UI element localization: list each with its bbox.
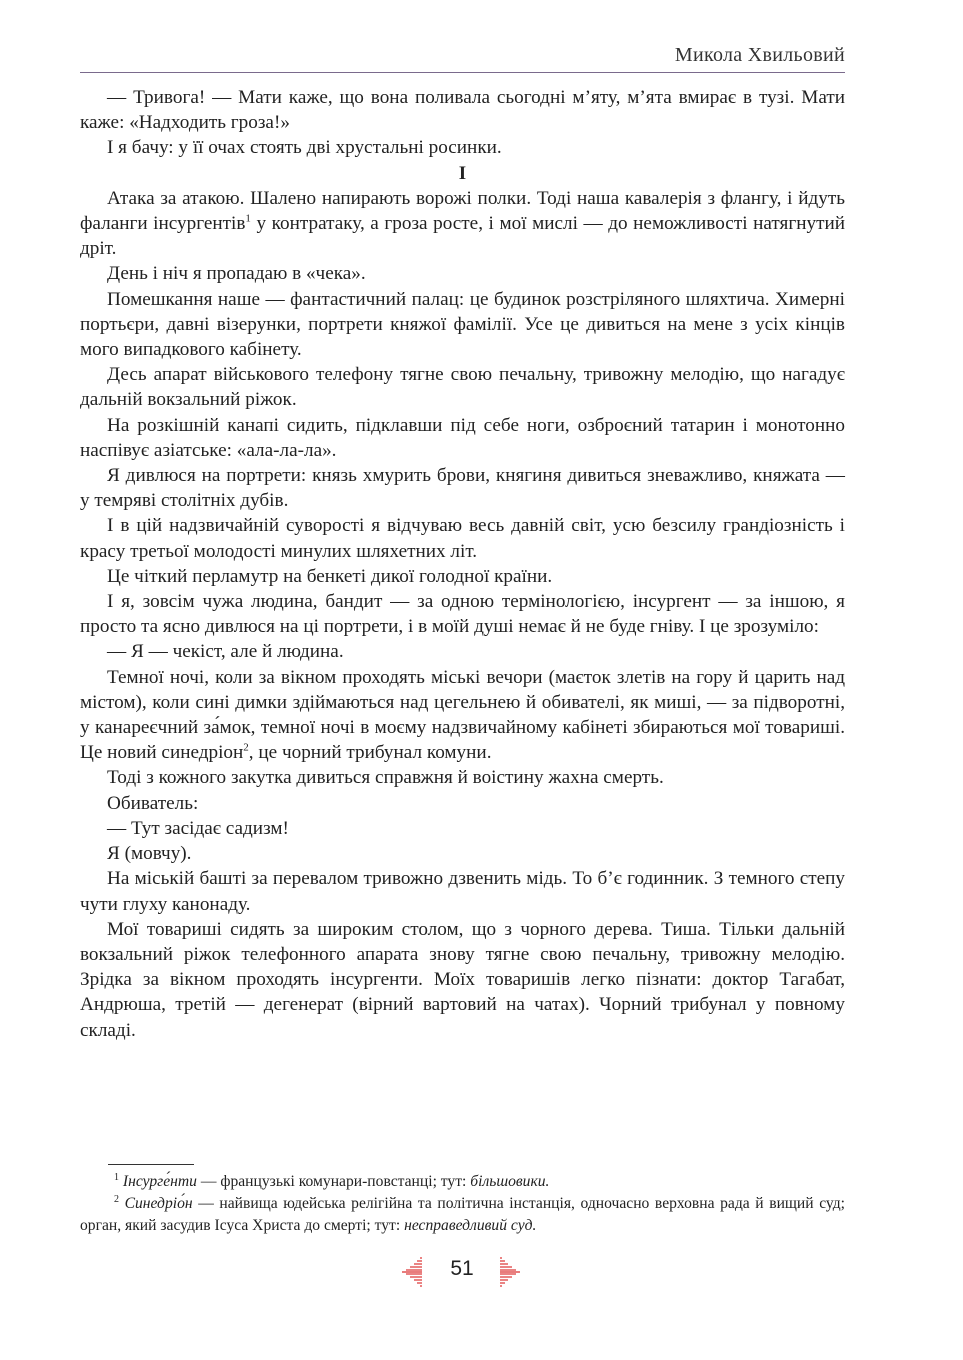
- paragraph: Помешкання наше — фантастичний палац: це будинок розстріляного шляхтича. Химерні портьєри, давні візерунки, портрети княжої фамілії. Усе це дивиться на мене з усіх кінців мого випадкового кабінету.: [80, 288, 845, 361]
- page-footer: [0, 1256, 963, 1290]
- paragraph: І я бачу: у її очах стоять дві хрустальні росинки.: [107, 137, 502, 159]
- paragraph: На розкішній канапі сидить, підклавши під себе ноги, озброєний татарин і монотонно наспівує азіатське: «ала-ла-ла».: [80, 414, 845, 461]
- paragraph: Тоді з кожного закутка дивиться справжня й воістину жахна смерть.: [107, 767, 664, 789]
- paragraph: Десь апарат військового телефону тягне свою печальну, тривожну мелодію, що нагадує дальній вокзальний ріжок.: [80, 364, 845, 411]
- header-author: Микола Хвильовий: [674, 44, 845, 66]
- paragraph: Я дивлюся на портрети: князь хмурить брови, княгиня дивиться зневажливо, княжата — у темряві столітніх дубів.: [80, 465, 845, 512]
- paragraph: І в цій надзвичайній суворості я відчуваю весь давній світ, усю безсилу грандіозність і красу третьої молодості минулих шляхетних літ.: [80, 515, 845, 562]
- paragraph: День і ніч я пропадаю в «чека».: [107, 263, 366, 285]
- paragraph: На міській башті за перевалом тривожно дзвенить мідь. То б’є годинник. З темного степу чути глуху канонаду.: [80, 868, 845, 915]
- paragraph: — Я — чекіст, але й людина.: [107, 641, 344, 663]
- paragraph: І я, зовсім чужа людина, бандит — за одною термінологією, інсургент — за іншою, я просто та ясно дивлюся на ці портрети, і в моїй душі немає й не буде гніву. І це зрозуміло:: [80, 591, 845, 638]
- page-body: [80, 85, 845, 1043]
- footnote-divider: [108, 1164, 194, 1165]
- paragraph: Це чіткий перламутр на бенкеті дикої голодної країни.: [107, 565, 553, 587]
- footnote: $^2$ Синедріо́н — найвища юдейська релігійна та політична інстанція, одночасно верховна рада й вищий суд; орган, який засудив Ісуса Христа до смерті; тут: несправедливий суд.: [80, 1193, 845, 1234]
- paragraph: — Тут засідає садизм!: [107, 817, 289, 839]
- footnote-ref-1: 1: [245, 212, 251, 225]
- left-ornament-icon: [400, 1256, 424, 1288]
- footnote-term: Інсурге́нти: [122, 1173, 197, 1190]
- paragraph: Темної ночі, коли за вікном проходять міські вечори (маєток злетів на гору й царить над містом), коли сині димки здіймаються над цегельнею й обивателі, як миші, — за підворотні, у канареєчний за́мок, темної ночі в моєму надзвичайному кабінеті збираються мої товариші. Це новий синедріон$^2$, це чорний трибунал комуни.: [80, 666, 845, 764]
- paragraph: — Тривога! — Мати каже, що вона поливала сьогодні м’яту, м’ята вмирає в тузі. Мати каже: «Надходить гроза!»: [80, 87, 845, 134]
- running-header: [80, 44, 845, 73]
- paragraph: Обиватель:: [107, 792, 199, 814]
- section-heading: І: [458, 162, 467, 184]
- page-number: 51: [450, 1257, 474, 1280]
- right-ornament-icon: [498, 1256, 522, 1288]
- paragraph: Атака за атакою. Шалено напирають ворожі полки. Тоді наша кавалерія з флангу, і йдуть фаланги інсургентів$^1$ у контратаку, а гроза росте, і мої мислі — до неможливості натягнутий дріт.: [80, 187, 846, 260]
- paragraph: Мої товариші сидять за широким столом, що з чорного дерева. Тиша. Тільки дальній вокзальний ріжок телефонного апарата знову тягне свою печальну, тривожну мелодію. Зрідка за вікном проходять інсургенти. Моїх товаришів легко пізнати: доктор Тагабат, Андрюша, третій — дегенерат (вірний вартовий на чатах). Чорний трибунал у повному складі.: [80, 918, 845, 1041]
- footnote: $^1$ Інсурге́нти — французькі комунари-повстанці; тут: більшовики.: [114, 1171, 550, 1190]
- paragraph: Я (мовчу).: [107, 843, 192, 865]
- footnotes: [80, 1171, 845, 1237]
- footnote-ref-2: 2: [243, 741, 249, 754]
- footnote-term: Синедріо́н: [124, 1195, 193, 1212]
